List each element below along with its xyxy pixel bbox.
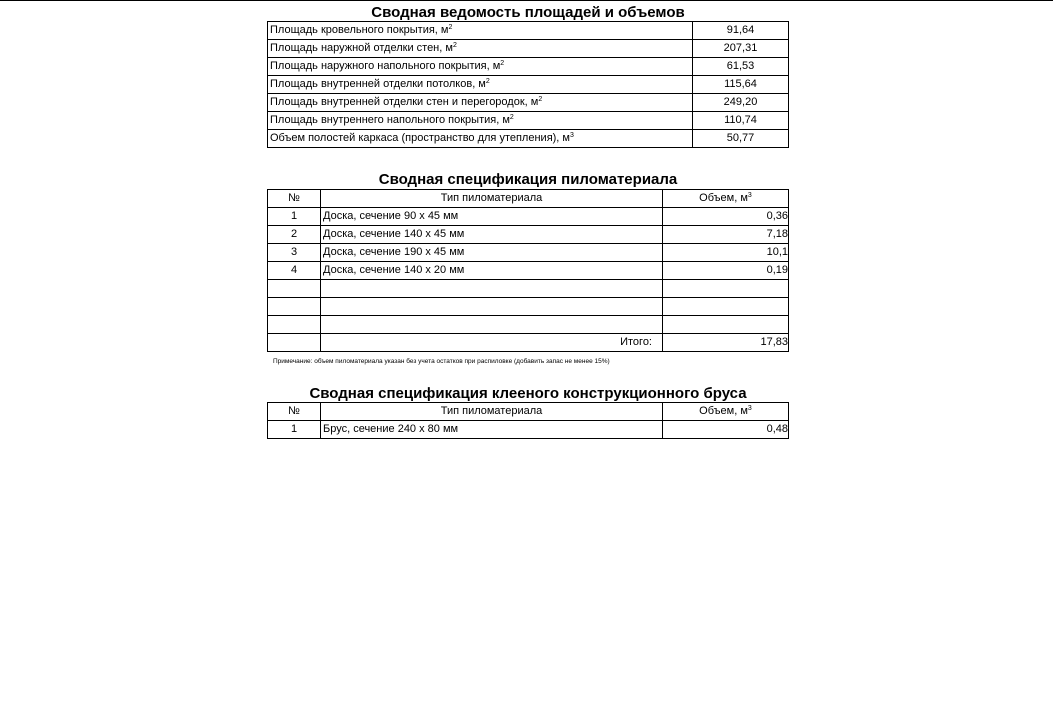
lumber-empty-row <box>268 316 789 334</box>
areas-row-unit-sup: 2 <box>485 78 490 85</box>
lumber-header-type: Тип пиломатериала <box>321 190 663 208</box>
areas-row-value: 115,64 <box>693 76 789 94</box>
lumber-header-row <box>268 190 789 208</box>
lumber-row-type: Доска, сечение 190 х 45 мм <box>321 244 663 262</box>
areas-row-unit-sup: 3 <box>570 132 574 139</box>
glulam-header-volume-text: Объем, м <box>699 405 748 417</box>
lumber-row-volume: 0,19 <box>663 262 789 280</box>
lumber-row-type: Доска, сечение 140 х 20 мм <box>321 262 663 280</box>
glulam-row <box>268 421 789 439</box>
areas-row-label <box>268 40 693 58</box>
lumber-table <box>267 189 789 352</box>
lumber-header-volume <box>663 190 789 208</box>
lumber-header-volume-sup: 3 <box>747 192 752 199</box>
areas-row-value: 249,20 <box>693 94 789 112</box>
areas-row-label-text: Площадь внутренней отделки потолков, м <box>270 78 486 90</box>
lumber-title: Сводная спецификация пиломатериала <box>378 171 678 188</box>
lumber-row-type: Доска, сечение 140 х 45 мм <box>321 226 663 244</box>
lumber-row-type: Доска, сечение 90 х 45 мм <box>321 208 663 226</box>
glulam-header-volume <box>663 403 789 421</box>
glulam-header-volume-sup: 3 <box>747 405 752 412</box>
areas-row-label-text: Площадь наружной отделки стен, м <box>270 42 453 54</box>
areas-row <box>268 94 789 112</box>
areas-row-label-text: Площадь наружного напольного покрытия, м <box>270 60 501 72</box>
areas-row-label <box>268 22 693 40</box>
glulam-header-type: Тип пиломатериала <box>321 403 663 421</box>
areas-row-label-text: Площадь кровельного покрытия, м <box>270 24 449 36</box>
glulam-row-type: Брус, сечение 240 х 80 мм <box>321 421 663 439</box>
areas-row-label <box>268 58 693 76</box>
lumber-row <box>268 208 789 226</box>
glulam-title: Сводная спецификация клееного конструкционного бруса <box>309 385 747 402</box>
areas-row-unit-sup: 2 <box>448 24 453 31</box>
lumber-row-num: 3 <box>268 244 321 262</box>
areas-row <box>268 130 789 148</box>
areas-row-label <box>268 94 693 112</box>
lumber-row <box>268 244 789 262</box>
areas-title: Сводная ведомость площадей и объемов <box>371 4 685 21</box>
areas-row-value: 207,31 <box>693 40 789 58</box>
areas-row <box>268 22 789 40</box>
areas-row-label <box>268 130 693 148</box>
lumber-row <box>268 262 789 280</box>
glulam-row-num: 1 <box>268 421 321 439</box>
glulam-row-volume: 0,48 <box>663 421 789 439</box>
glulam-header-row <box>268 403 789 421</box>
areas-row-unit-sup: 2 <box>538 96 543 103</box>
areas-row-value: 110,74 <box>693 112 789 130</box>
areas-table <box>267 21 789 148</box>
areas-row-value: 61,53 <box>693 58 789 76</box>
lumber-row <box>268 226 789 244</box>
lumber-row-volume: 0,36 <box>663 208 789 226</box>
areas-row-unit-sup: 2 <box>500 60 505 67</box>
areas-row-label <box>268 76 693 94</box>
areas-row <box>268 58 789 76</box>
lumber-total-row <box>268 334 789 352</box>
lumber-note: Примечание: объем пиломатериала указан без учета остатков при распиловке (добавить запас не менее 15%) <box>273 358 610 365</box>
areas-row-label-text: Площадь внутреннего напольного покрытия, м <box>270 114 510 126</box>
glulam-table <box>267 402 789 439</box>
areas-row <box>268 40 789 58</box>
lumber-total-value: 17,83 <box>663 334 789 352</box>
lumber-header-num: № <box>268 190 321 208</box>
lumber-empty-row <box>268 298 789 316</box>
lumber-row-volume: 10,1 <box>663 244 789 262</box>
areas-row-label-text: Объем полостей каркаса (пространство для утепления), м <box>270 132 570 144</box>
lumber-empty-row <box>268 280 789 298</box>
areas-row-label-text: Площадь внутренней отделки стен и перегородок, м <box>270 96 539 108</box>
lumber-row-volume: 7,18 <box>663 226 789 244</box>
areas-row-unit-sup: 2 <box>452 42 457 49</box>
glulam-header-num: № <box>268 403 321 421</box>
areas-row-value: 50,77 <box>693 130 789 148</box>
lumber-row-num: 1 <box>268 208 321 226</box>
lumber-row-num: 2 <box>268 226 321 244</box>
lumber-header-volume-text: Объем, м <box>699 192 748 204</box>
areas-row <box>268 112 789 130</box>
lumber-total-label: Итого: <box>321 334 663 352</box>
areas-row <box>268 76 789 94</box>
areas-row-label <box>268 112 693 130</box>
lumber-row-num: 4 <box>268 262 321 280</box>
areas-row-value: 91,64 <box>693 22 789 40</box>
top-border-line <box>0 0 1053 1</box>
areas-row-unit-sup: 2 <box>509 114 514 121</box>
